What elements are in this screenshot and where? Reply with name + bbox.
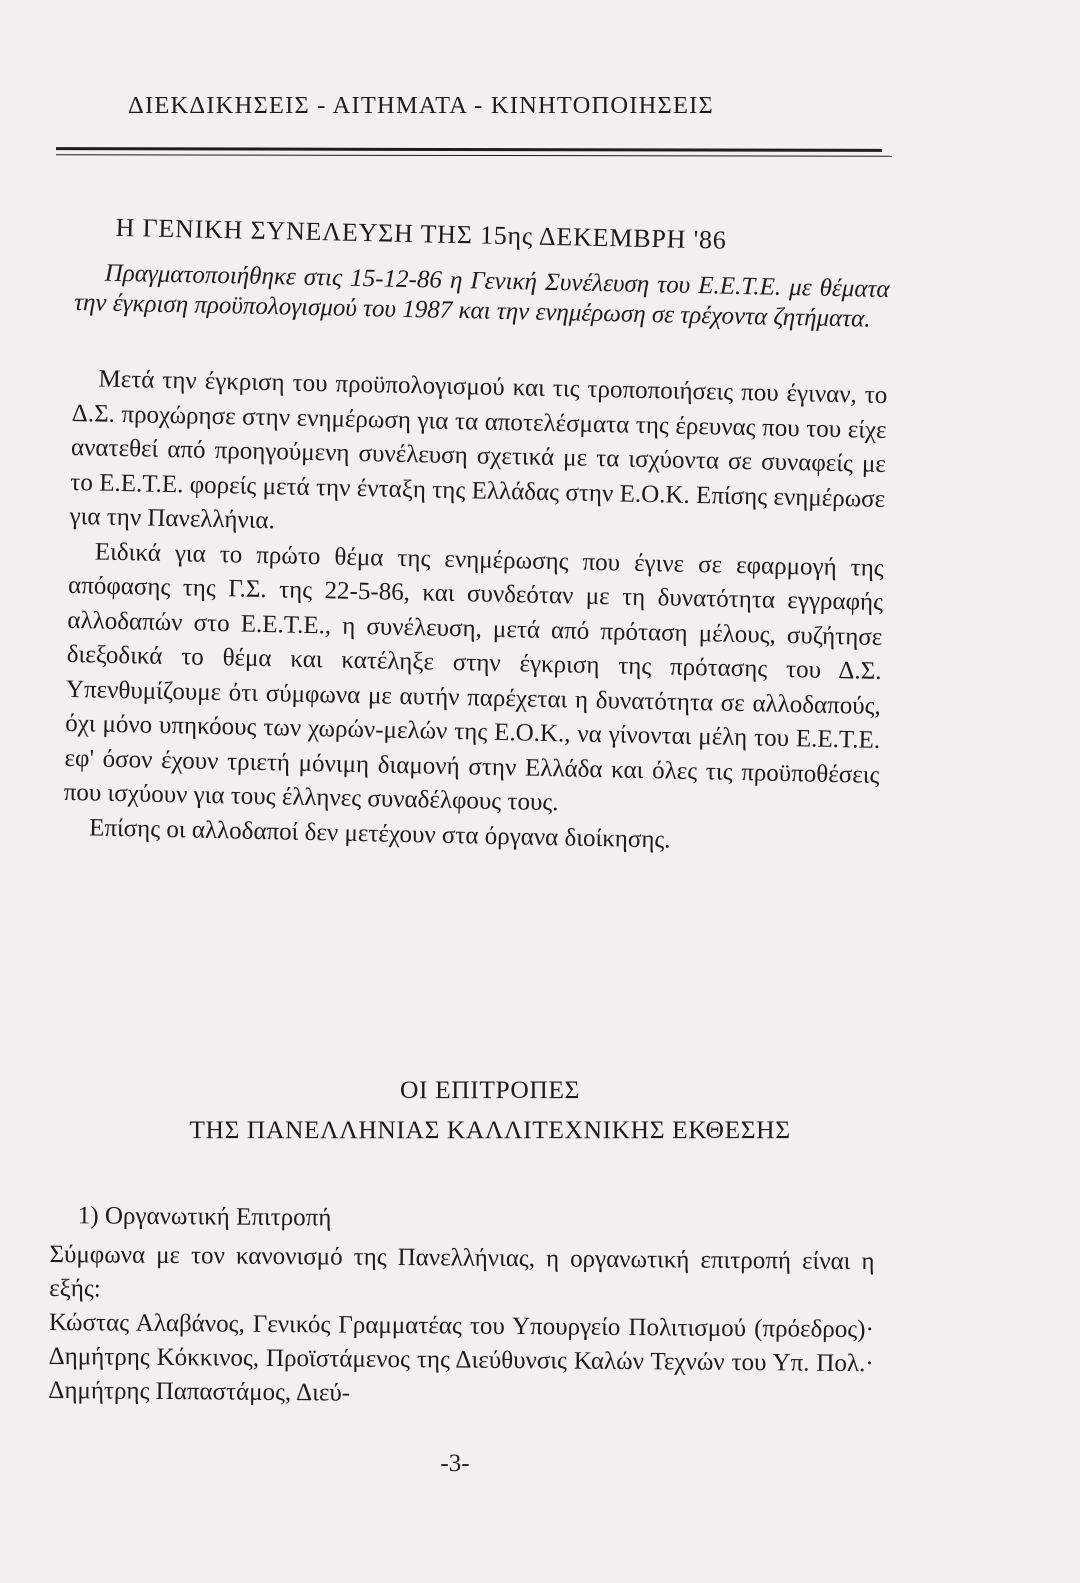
meeting-paragraph-1: Μετά την έγκριση του προϋπολογισμού και τις τροποποιήσεις που έγιναν, το Δ.Σ. προχώρησε στην ενημέρωση για τα αποτελέσματα της έρευνας που του είχε ανατεθεί από προηγούμενη συνέλευση σχετικά με τα ισχύοντα σε συναφείς με το Ε.Ε.Τ.Ε. φορείς μετά την ένταξη της Ελλάδας στην Ε.Ο.Κ. Επίσης ενημέρωσε για την Πανελλήνια. bbox=[69, 365, 888, 535]
committee-subheading: 1) Οργανωτική Επιτροπή bbox=[77, 1202, 332, 1232]
header-rule-thin bbox=[56, 154, 892, 156]
meeting-title: Η ΓΕΝΙΚΗ ΣΥΝΕΛΕΥΣΗ ΤΗΣ 15ης ΔΕΚΕΜΒΡΗ '86 bbox=[115, 212, 727, 255]
committees-section bbox=[48, 1200, 875, 1415]
committees-heading bbox=[0, 1070, 980, 1150]
committees-heading-line-2: ΤΗΣ ΠΑΝΕΛΛΗΝΙΑΣ ΚΑΛΛΙΤΕΧΝΙΚΗΣ ΕΚΘΕΣΗΣ bbox=[189, 1115, 791, 1144]
header-rule-thick bbox=[56, 147, 882, 152]
meeting-paragraph-2: Ειδικά για το πρώτο θέμα της ενημέρωσης που έγινε σε εφαρμογή της απόφασης της Γ.Σ. της 22-5-86, και συνδεόταν με τη δυνατότητα εγγραφής αλλοδαπών στο Ε.Ε.Τ.Ε., η συνέλευση, μετά από πρόταση μέλους, συζήτησε διεξοδικά το θέμα και κατέληξε στην έγκριση της πρότασης του Δ.Σ. Υπενθυμίζουμε ότι σύμφωνα με αυτήν παρέχεται η δυνατότητα σε αλλοδαπούς, όχι μόνο υπηκόους των χωρών-μελών της Ε.Ο.Κ., να γίνονται μέλη του Ε.Ε.Τ.Ε. εφ' όσον έχουν τριετή μόνιμη διαμονή στην Ελλάδα και όλες τις προϋποθέσεις που ισχύουν για τους έλληνες συναδέλφους τους. bbox=[63, 537, 885, 817]
meeting-article bbox=[63, 212, 891, 862]
page-number: -3- bbox=[440, 1450, 470, 1477]
meeting-paragraph-3: Επίσης οι αλλοδαποί δεν μετέχουν στα όργανα διοίκησης. bbox=[88, 813, 671, 854]
committee-paragraph-2: Κώστας Αλαβάνος, Γενικός Γραμματέας του Υπουργείο Πολιτισμού (πρόεδρος)· Δημήτρης Κόκκινος, Προϊστάμενος της Διεύθυνσις Καλών Τεχνών του Υπ. Πολ.· Δημήτρης Παπαστάμος, Διεύ- bbox=[48, 1308, 875, 1407]
committee-paragraph-1: Σύμφωνα με τον κανονισμό της Πανελλήνιας, η οργανωτική επιτροπή είναι η εξής: bbox=[49, 1240, 875, 1303]
running-header: ΔΙΕΚΔΙΚΗΣΕΙΣ - ΑΙΤΗΜΑΤΑ - ΚΙΝΗΤΟΠΟΙΗΣΕΙΣ bbox=[128, 92, 714, 119]
committees-heading-line-1: ΟΙ ΕΠΙΤΡΟΠΕΣ bbox=[400, 1075, 580, 1104]
meeting-intro: Πραγματοποιήθηκε στις 15-12-86 η Γενική Συνέλευση του Ε.Ε.Τ.Ε. με θέματα την έγκριση προϋπολογισμού του 1987 και την ενημέρωση σε τρέχοντα ζητήματα. bbox=[73, 259, 890, 333]
